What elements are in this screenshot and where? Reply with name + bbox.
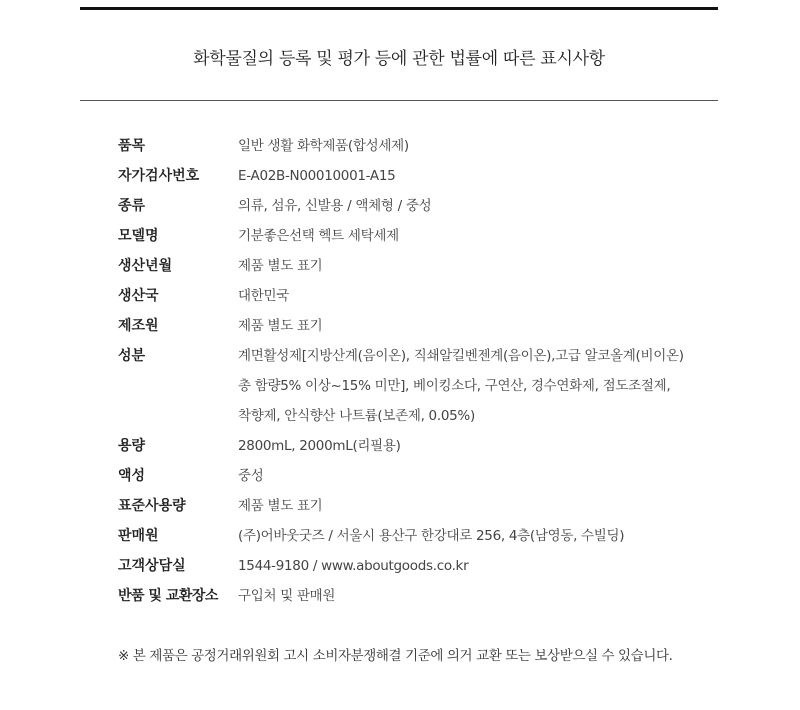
label-ph: 액성 <box>118 468 146 484</box>
row-model <box>118 221 718 251</box>
row-item <box>118 131 718 161</box>
value-standard-usage: 제품 별도 표기 <box>238 498 323 514</box>
ingredients-line: 계면활성제[지방산계(음이온), 직쇄알킬벤젠계(음이온),고급 알코올계(비이온) <box>238 348 684 364</box>
value-distributor: (주)어바웃굿즈 / 서울시 용산구 한강대로 256, 4층(남영동, 수빌딩) <box>238 528 625 544</box>
label-country: 생산국 <box>118 288 159 304</box>
value-type: 의류, 섬유, 신발용 / 액체형 / 중성 <box>238 198 432 214</box>
label-distributor: 판매원 <box>118 528 159 544</box>
value-capacity: 2800mL, 2000mL(리필용) <box>238 438 401 454</box>
label-model: 모델명 <box>118 228 159 244</box>
value-ph: 중성 <box>238 468 264 484</box>
label-production-date: 생산년월 <box>118 258 173 274</box>
label-self-inspection-number: 자가검사번호 <box>118 168 200 184</box>
label-item: 품목 <box>118 138 146 154</box>
label-manufacturer: 제조원 <box>118 318 159 334</box>
product-info-table <box>118 131 718 611</box>
row-ph <box>118 461 718 491</box>
row-production-date <box>118 251 718 281</box>
label-standard-usage: 표준사용량 <box>118 498 186 514</box>
row-ingredients <box>118 341 718 431</box>
row-distributor <box>118 521 718 551</box>
ingredients-line: 총 함량5% 이상~15% 미만], 베이킹소다, 구연산, 경수연화제, 점도조절제, <box>238 378 671 394</box>
value-manufacturer: 제품 별도 표기 <box>238 318 323 334</box>
row-capacity <box>118 431 718 461</box>
value-return-place: 구입처 및 판매원 <box>238 588 336 604</box>
label-capacity: 용량 <box>118 438 146 454</box>
label-return-place: 반품 및 교환장소 <box>118 588 218 604</box>
value-item: 일반 생활 화학제품(합성세제) <box>238 138 409 154</box>
value-self-inspection-number: E-A02B-N00010001-A15 <box>238 168 396 184</box>
label-customer-service: 고객상담실 <box>118 558 186 574</box>
row-self-inspection-number <box>118 161 718 191</box>
ingredients-line: 착향제, 안식향산 나트륨(보존제, 0.05%) <box>238 408 475 424</box>
value-ingredients <box>238 341 684 431</box>
top-divider <box>80 7 718 10</box>
row-manufacturer <box>118 311 718 341</box>
value-model: 기분좋은선택 헥트 세탁세제 <box>238 228 399 244</box>
notice-text: ※ 본 제품은 공정거래위원회 고시 소비자분쟁해결 기준에 의거 교환 또는 보상받으실 수 있습니다. <box>118 648 673 664</box>
value-country: 대한민국 <box>238 288 289 304</box>
row-customer-service <box>118 551 718 581</box>
page-title: 화학물질의 등록 및 평가 등에 관한 법률에 따른 표시사항 <box>193 49 605 69</box>
row-type <box>118 191 718 221</box>
value-production-date: 제품 별도 표기 <box>238 258 323 274</box>
row-country <box>118 281 718 311</box>
label-ingredients: 성분 <box>118 348 146 364</box>
row-standard-usage <box>118 491 718 521</box>
title-divider <box>80 100 718 101</box>
label-type: 종류 <box>118 198 146 214</box>
value-customer-service: 1544-9180 / www.aboutgoods.co.kr <box>238 558 469 574</box>
row-return-place <box>118 581 718 611</box>
